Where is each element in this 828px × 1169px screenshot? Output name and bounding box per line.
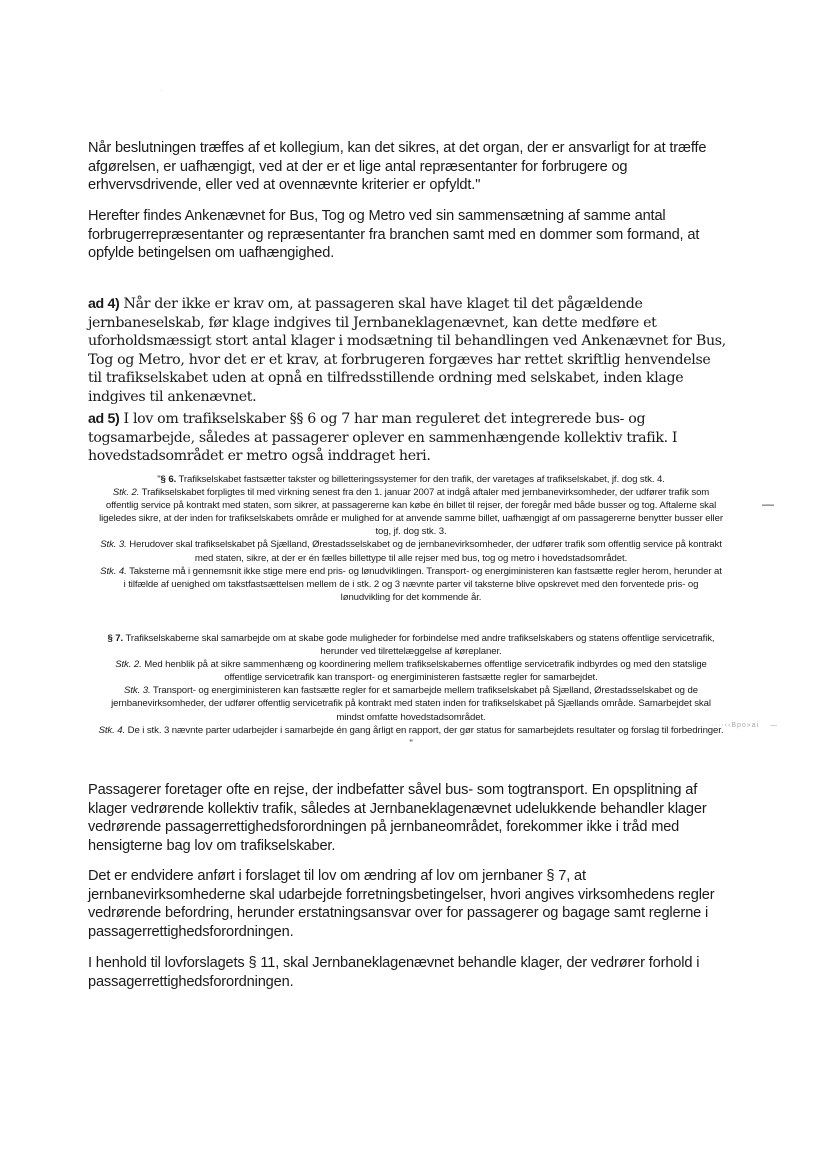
quote-section-7 <box>98 632 724 750</box>
paragraph-collegium: Når beslutningen træffes af et kollegium, kan det sikres, at det organ, der er ansvarligt for at træffe afgørelsen, er uafhængigt, ved at der er et lige antal repræsentanter for forbrugere og erhvervsdrivende, eller ved at ovennævnte kriterier er opfyldt." <box>88 140 707 194</box>
margin-dash-mark: — <box>762 497 774 511</box>
margin-faint-mark: ·····‹‹Bpo»ai <box>708 722 760 729</box>
section-7-stk3-label: Stk. 3. <box>124 685 151 697</box>
section-7-stk3-text: Transport- og energiministeren kan fastsætte regler for et samarbejde mellem trafikselskabet på Sjælland, Ørestadsselskabet og de jernbanevirksomheder, der udfører offentlig servicetrafik på kontrakt med staten inden for trafikselskabet på Sjællands område. Samarbejdet skal mindst omfatte hovedstadsområdet. <box>111 685 711 723</box>
section-7-stk4-label: Stk. 4. <box>98 724 126 736</box>
section-6-stk4-text: Taksterne må i gennemsnit ikke stige mere end pris- og lønudviklingen. Transport- og energiministeren kan fastsætte regler herom, herunder at i tilfælde af uenighed om takstfastsættelsen mellem de i stk. 2 og 3 nævnte parter vil taksterne blive opskrevet med den forventede pris- og lønudvikling for det kommende år. <box>123 565 722 603</box>
scan-speck: · <box>160 88 162 94</box>
quote-open-mark: " <box>157 474 161 485</box>
paragraph-ad-5 <box>88 410 728 466</box>
paragraph-lovforslag: I henhold til lovforslagets § 11, skal Jernbaneklagenævnet behandle klager, der vedrører forhold i passagerrettighedsforordningen. <box>88 955 700 990</box>
paragraph-ankenaevnet: Herefter findes Ankenævnet for Bus, Tog og Metro ved sin sammensætning af samme antal forbrugerrepræsentanter og repræsentanter fra branchen samt med en dommer som formand, at opfylde betingelsen om uafhængighed. <box>88 208 700 262</box>
section-6-stk4-label: Stk. 4. <box>100 565 127 577</box>
section-7-text: Trafikselskaberne skal samarbejde om at skabe gode muligheder for forbindelse med andre trafikselskabers og statens offentlige servicetrafik, herunder ved tilrettelæggelse af køreplaner. <box>123 633 715 658</box>
section-6-stk3-label: Stk. 3. <box>100 539 127 551</box>
paragraph-jernbaner: Det er endvidere anført i forslaget til lov om ændring af lov om jernbaner § 7, at jernbanevirksomhederne skal udarbejde forretningsbetingelser, hvori angives virksomhedens regler vedrørende befordring, herunder erstatningsansvar over for passagerer og bagage samt reglerne i passagerrettighedsforordningen. <box>88 868 715 940</box>
ad-5-text: I lov om trafikselskaber §§ 6 og 7 har man reguleret det integrerede bus- og togsamarbejde, således at passagerer oplever en sammenhængende kollektiv trafik. I hovedstadsområdet er metro også inddraget heri. <box>88 411 678 465</box>
margin-faint-dash: — <box>770 722 777 729</box>
section-6-stk2-label: Stk. 2. <box>112 487 140 499</box>
section-6-label: § 6. <box>160 474 177 485</box>
paragraph-passagerer: Passagerer foretager ofte en rejse, der indbefatter såvel bus- som togtransport. En opsplitning af klager vedrørende kollektiv trafik, således at Jernbaneklagenævnet udelukkende behandler klager vedrørende passagerrettighedsforordningen på jernbaneområdet, forekommer ikke i tråd med hensigterne bag lov om trafikselskaber. <box>88 782 707 854</box>
ad-4-label: ad 4) <box>88 296 120 312</box>
section-6-text: Trafikselskabet fastsætter takster og billetteringssystemer for den trafik, der varetages af trafikselskabet, jf. dog stk. 4. <box>176 474 665 485</box>
section-7-stk4-text: De i stk. 3 nævnte parter udarbejder i samarbejde én gang årligt en rapport, der gør status for samarbejdets resultater og forslag til forbedringer. " <box>125 724 724 749</box>
section-7-stk2-label: Stk. 2. <box>115 659 142 671</box>
quote-section-6 <box>98 473 724 604</box>
paragraph-ad-4 <box>88 295 728 407</box>
ad-5-label: ad 5) <box>88 411 120 427</box>
section-7-label: § 7. <box>107 633 124 644</box>
section-6-stk2-text: Trafikselskabet forpligtes til med virkning senest fra den 1. januar 2007 at indgå aftaler med jernbanevirksomheder, der udfører trafik som offentlig service på kontrakt med staten, som sikrer, at passagererne kan købe én billet til rejser, der foregår med både busser og tog. Aftalerne skal ligeledes sikre, at der inden for trafikselskabets område er mulighed for at anvende samme billet, uafhængigt af om passagererne benytter busser eller tog, jf. dog stk. 3. <box>99 487 723 538</box>
ad-4-text: Når der ikke er krav om, at passageren skal have klaget til det pågældende jernbaneselskab, før klage indgives til Jernbaneklagenævnet, kan dette medføre et uforholdsmæssigt stort antal klager i modsætning til behandlingen ved Ankenævnet for Bus, Tog og Metro, hvor det er et krav, at forbrugeren forgæves har rettet skriftlig henvendelse til trafikselskabet uden at opnå en tilfredsstillende ordning med selskabet, inden klage indgives til ankenævnet. <box>88 296 726 405</box>
section-7-stk2-text: Med henblik på at sikre sammenhæng og koordinering mellem trafikselskabernes offentlige servicetrafik indbyrdes og med den statslige offentlige servicetrafik kan transport- og energiministeren fastsætte regler for samarbejdet. <box>141 659 707 684</box>
section-6-stk3-text: Herudover skal trafikselskabet på Sjælland, Ørestadsselskabet og de jernbanevirksomheder, der udfører trafik som offentlig service på kontrakt med staten, sikre, at der er én fælles billettype til alle rejser med bus, tog og metro i hovedstadsområdet. <box>126 539 722 564</box>
